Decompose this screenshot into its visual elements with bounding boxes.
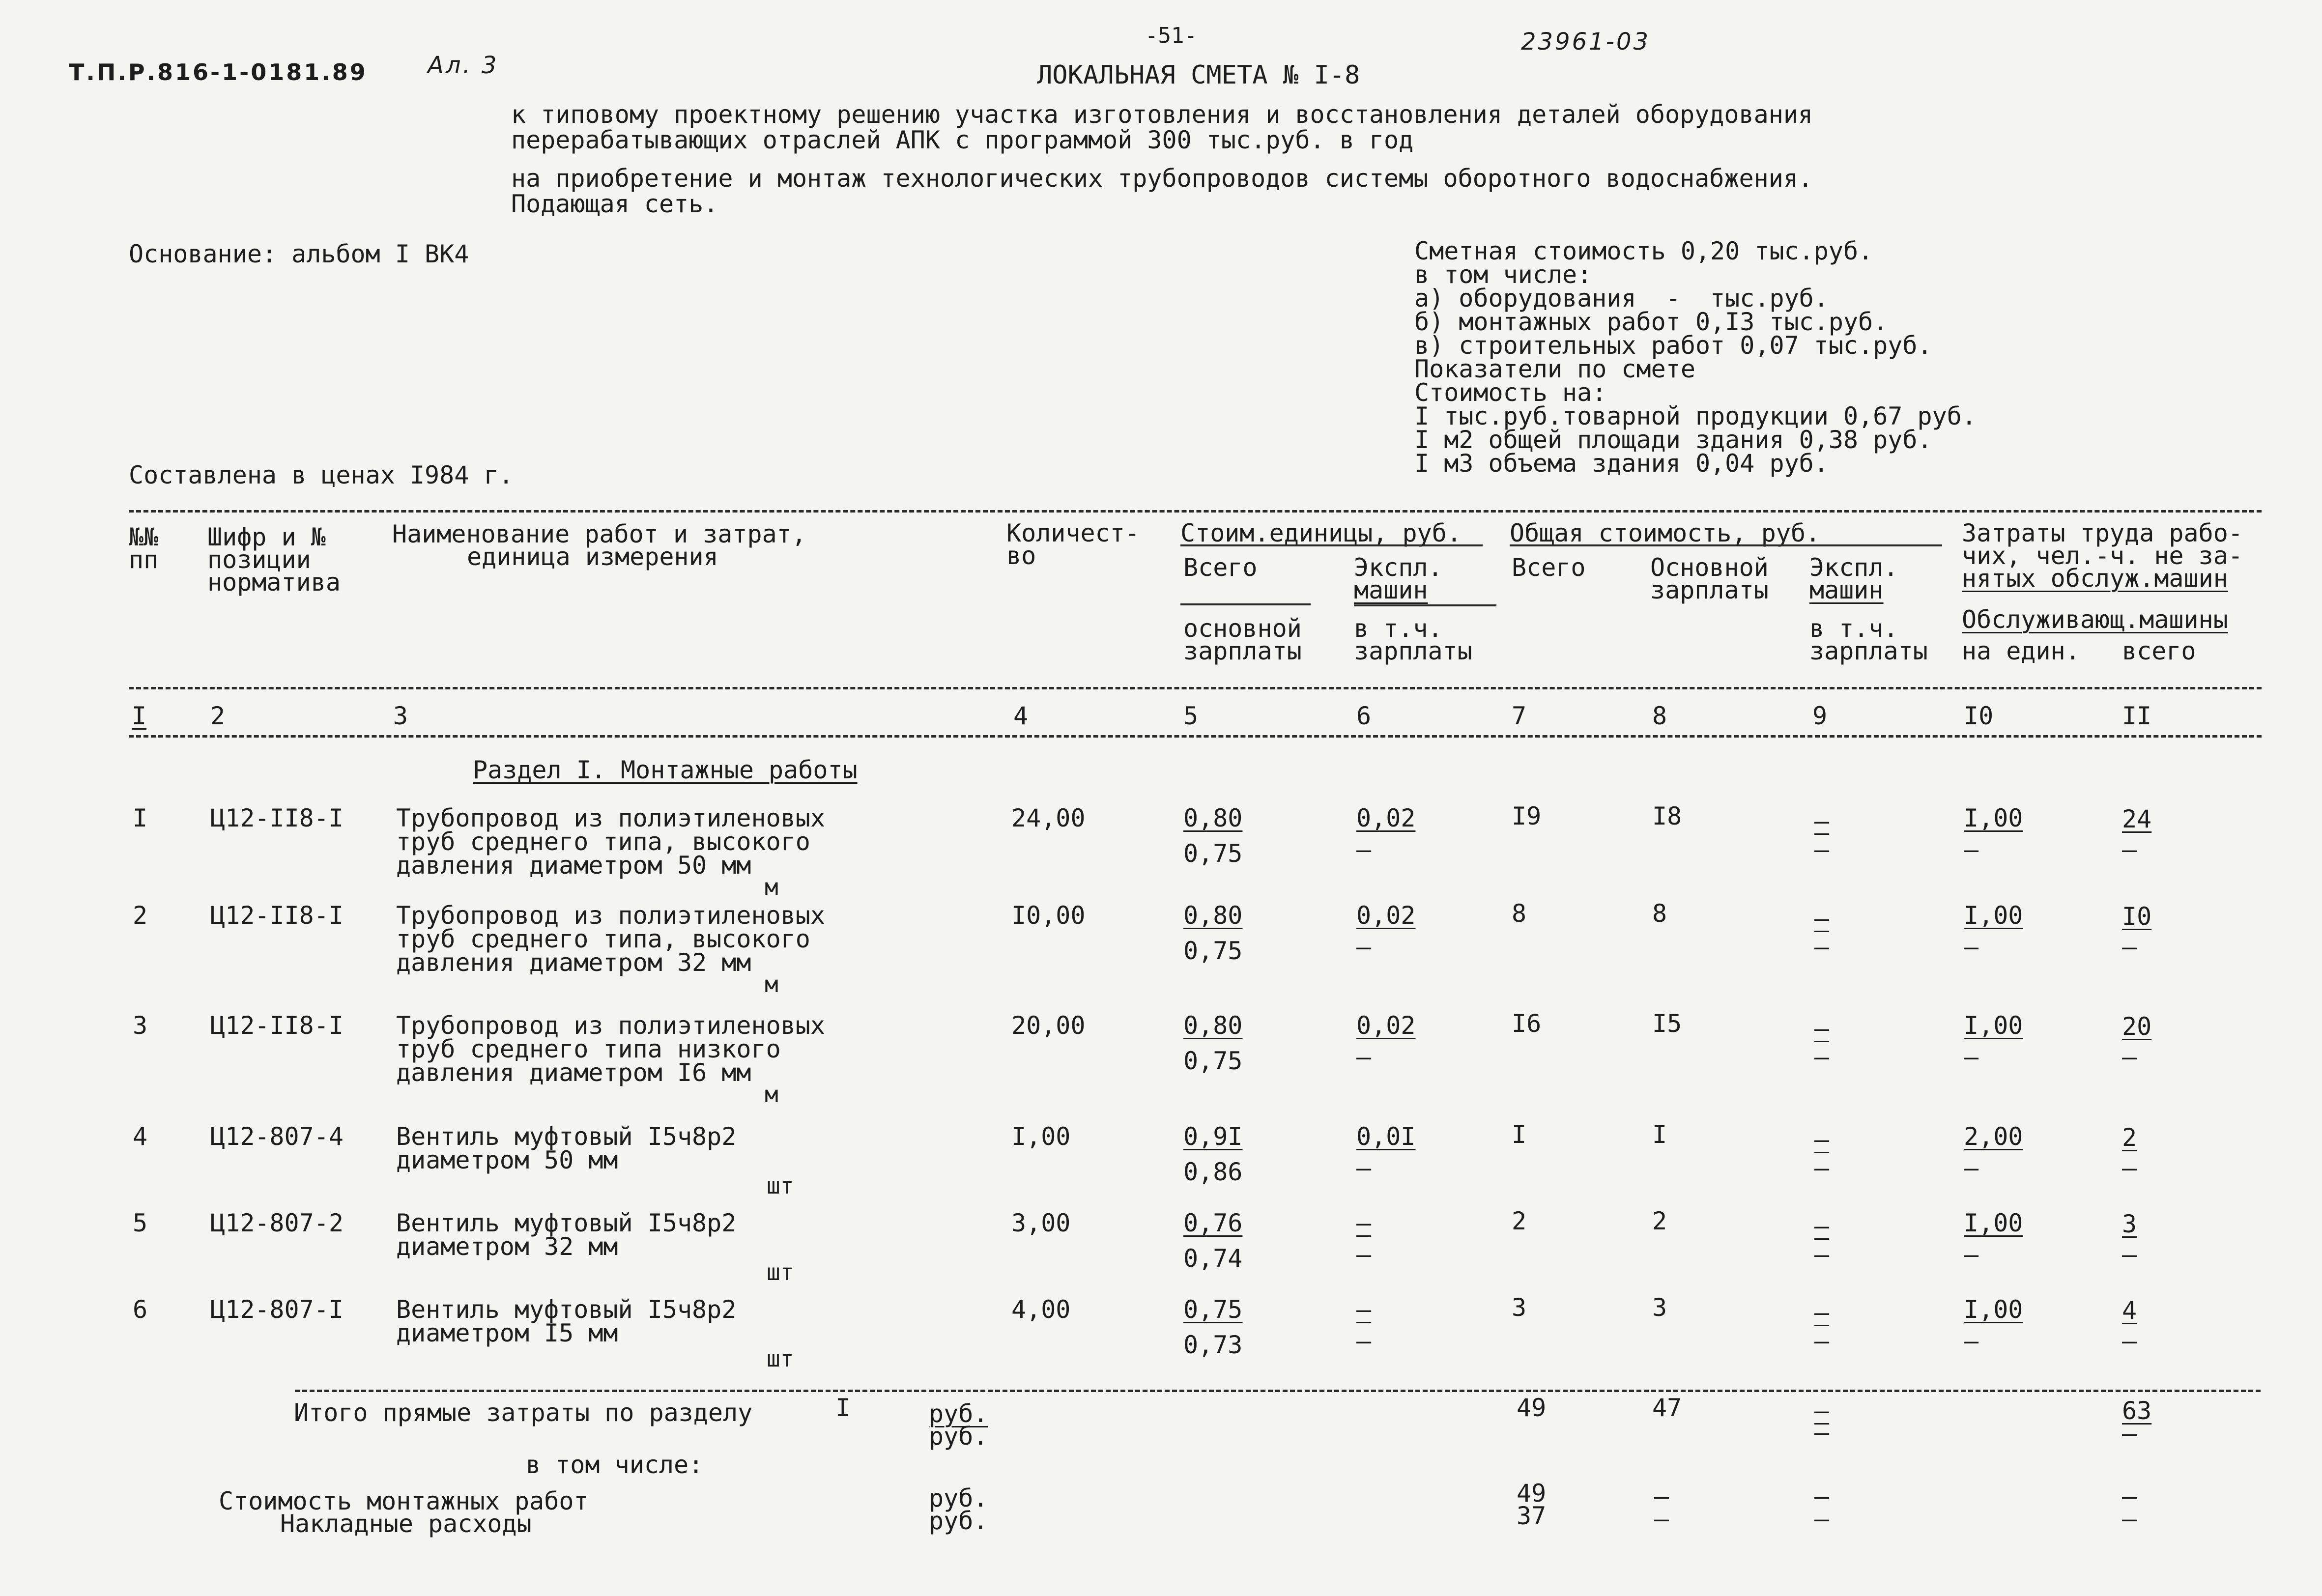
row-code: Ц12-807-2 [210, 1209, 344, 1237]
row-total-machine-wages: – [1814, 835, 1830, 864]
row-unit-machine-wages: – [1356, 933, 1372, 961]
summary-line: б) монтажных работ 0,I3 тыс.руб. [1414, 308, 1888, 336]
row-labor-total-machines: – [2122, 1327, 2137, 1355]
row-total-wages: 8 [1652, 899, 1667, 928]
header-col2: норматива [207, 568, 341, 597]
row-labor-per-unit: I,00 [1964, 804, 2023, 832]
column-number: 8 [1652, 702, 1667, 730]
row-labor-per-unit: 2,00 [1964, 1122, 2023, 1151]
album-number: Ал. 3 [428, 52, 499, 79]
row-labor-per-unit: I,00 [1964, 1011, 2023, 1040]
row-unit-machines: – [1356, 1209, 1372, 1237]
row-unit-total: 0,75 [1183, 1295, 1243, 1324]
row-quantity: 24,00 [1011, 804, 1086, 832]
header-col2: позиции [207, 545, 311, 574]
header-labor-per-unit: на един. [1962, 637, 2080, 665]
row-labor-total-machines: – [2122, 835, 2137, 864]
header-unit-machines: машин [1354, 576, 1428, 604]
row-labor-per-unit: I,00 [1964, 901, 2023, 930]
header-rule [1180, 544, 1483, 546]
column-number: 6 [1356, 702, 1372, 730]
row-name-line: труб среднего типа, высокого [396, 827, 810, 856]
page-number: -51- [1145, 23, 1197, 48]
row-total-machines: – [1814, 1212, 1830, 1240]
row-total-machine-wages: – [1814, 1327, 1830, 1355]
installation-cost-machines: – [1814, 1482, 1830, 1510]
header-col2: Шифр и № [207, 523, 326, 551]
header-labor-sub: Обслуживающ.машины [1962, 605, 2228, 634]
row-total-wages: 2 [1652, 1207, 1667, 1235]
column-number: 5 [1183, 702, 1199, 730]
row-total-machine-wages: – [1814, 1043, 1830, 1071]
column-number: 3 [393, 702, 408, 730]
header-total-cost: Общая стоимость, руб. [1510, 519, 1821, 547]
totals-labor: 63 [2122, 1396, 2152, 1425]
row-number: 3 [133, 1011, 148, 1040]
totals-machines: – [1814, 1396, 1830, 1425]
row-unit-machines: 0,02 [1356, 804, 1416, 832]
summary-line: Сметная стоимость 0,20 тыс.руб. [1414, 237, 1873, 265]
row-unit-wages: 0,75 [1183, 1047, 1243, 1075]
header-unit-wages: зарплаты [1183, 637, 1302, 665]
row-name-line: диаметром 32 мм [396, 1232, 618, 1261]
overhead-wages: – [1654, 1505, 1669, 1533]
row-name-line: диаметром I5 мм [396, 1319, 618, 1347]
row-total-cost: I6 [1512, 1009, 1542, 1038]
row-total-wages: I5 [1652, 1009, 1682, 1038]
row-name-line: Вентиль муфтовый I5ч8р2 [396, 1122, 737, 1151]
row-number: 6 [133, 1295, 148, 1324]
row-total-cost: 2 [1512, 1207, 1527, 1235]
row-unit-wages: 0,75 [1183, 839, 1243, 868]
installation-cost-labor: – [2122, 1482, 2137, 1510]
row-number: 5 [133, 1209, 148, 1237]
document-number: 23961-03 [1521, 28, 1651, 56]
overhead-label: Накладные расходы [280, 1510, 532, 1538]
row-unit-machine-wages: – [1356, 1327, 1372, 1355]
overhead-unit: руб. [929, 1507, 988, 1535]
row-total-cost: I9 [1512, 802, 1542, 830]
row-total-cost: I [1512, 1120, 1527, 1149]
totals-label: Итого прямые затраты по разделу [294, 1398, 753, 1427]
header-total-machines: машин [1809, 576, 1884, 604]
row-total-cost: 8 [1512, 899, 1527, 928]
section-title: Раздел I. Монтажные работы [473, 756, 858, 784]
row-unit-wages: 0,86 [1183, 1158, 1243, 1186]
row-labor-total: 4 [2122, 1296, 2137, 1325]
row-name-line: давления диаметром 32 мм [396, 948, 751, 977]
document-code: Т.П.Р.816-1-0181.89 [69, 59, 368, 86]
row-name-line: Вентиль муфтовый I5ч8р2 [396, 1295, 737, 1324]
row-name-line: Вентиль муфтовый I5ч8р2 [396, 1209, 737, 1237]
row-labor-per-unit: I,00 [1964, 1295, 2023, 1324]
column-number: 7 [1512, 702, 1527, 730]
header-unit-total: Всего [1183, 553, 1258, 582]
header-total-all: Всего [1512, 553, 1586, 582]
basis-text: Основание: альбом I ВК4 [129, 240, 469, 268]
header-unit-machine-wages: зарплаты [1354, 637, 1472, 665]
row-unit-machines: 0,02 [1356, 901, 1416, 930]
row-labor-per-unit: I,00 [1964, 1209, 2023, 1237]
summary-line: Стоимость на: [1414, 378, 1607, 407]
row-total-machine-wages: – [1814, 1154, 1830, 1182]
column-number: 2 [210, 702, 226, 730]
row-code: Ц12-II8-I [210, 804, 344, 832]
row-unit-machine-wages: – [1356, 1154, 1372, 1182]
row-code: Ц12-807-I [210, 1295, 344, 1324]
row-labor-total-machines: – [2122, 1240, 2137, 1269]
table-top-rule [129, 510, 2262, 513]
row-unit-wages: 0,75 [1183, 937, 1243, 965]
header-rule [1510, 544, 1942, 546]
row-unit-total: 0,80 [1183, 901, 1243, 930]
row-code: Ц12-II8-I [210, 1011, 344, 1040]
row-labor-per-unit-machines: – [1964, 1043, 1979, 1071]
column-numbers-rule [129, 735, 2262, 738]
row-quantity: 20,00 [1011, 1011, 1086, 1040]
row-name-line: Трубопровод из полиэтиленовых [396, 901, 825, 930]
row-unit-machines: 0,02 [1356, 1011, 1416, 1040]
row-unit-machine-wages: – [1356, 1240, 1372, 1269]
row-unit: м [765, 1081, 778, 1108]
prices-year-text: Составлена в ценах I984 г. [129, 461, 514, 489]
row-unit: шт [767, 1345, 794, 1372]
rows-bottom-rule [295, 1390, 2261, 1392]
summary-line: в) строительных работ 0,07 тыс.руб. [1414, 331, 1932, 360]
totals-unit: руб. [929, 1399, 988, 1428]
column-number: I [132, 702, 147, 730]
header-col3: единица измерения [467, 542, 718, 571]
row-name-line: диаметром 50 мм [396, 1146, 618, 1174]
row-total-machines: – [1814, 1014, 1830, 1043]
header-rule [1180, 603, 1311, 605]
row-number: 2 [133, 901, 148, 930]
row-labor-total: I0 [2122, 902, 2152, 931]
installation-cost-label: Стоимость монтажных работ [219, 1487, 589, 1515]
header-rule [1354, 604, 1496, 606]
row-unit-machines: – [1356, 1295, 1372, 1324]
totals-section: I [835, 1394, 851, 1422]
row-unit-machine-wages: – [1356, 835, 1372, 864]
row-code: Ц12-807-4 [210, 1122, 344, 1151]
row-total-wages: I [1652, 1120, 1667, 1149]
row-unit-machine-wages: – [1356, 1043, 1372, 1071]
row-total-cost: 3 [1512, 1293, 1527, 1322]
column-number: 9 [1812, 702, 1828, 730]
summary-line: I м2 общей площади здания 0,38 руб. [1414, 426, 1932, 454]
header-total-wages: зарплаты [1650, 576, 1769, 604]
row-quantity: I,00 [1011, 1122, 1071, 1151]
row-unit: м [765, 971, 778, 998]
row-total-machines: – [1814, 904, 1830, 933]
totals-labor: – [2122, 1419, 2137, 1448]
totals-unit: руб. [929, 1422, 988, 1451]
header-unit-machine-wages: в т.ч. [1354, 614, 1443, 643]
overhead-value: 37 [1517, 1502, 1547, 1530]
subtitle-line-2: перерабатывающих отраслей АПК с программой 300 тыс.руб. в год [511, 126, 1414, 154]
row-quantity: I0,00 [1011, 901, 1086, 930]
totals-machines: – [1814, 1418, 1830, 1447]
column-number: I0 [1964, 702, 1994, 730]
totals-total-cost: 49 [1517, 1394, 1547, 1422]
row-total-wages: I8 [1652, 802, 1682, 830]
column-number: II [2122, 702, 2152, 730]
row-number: I [133, 804, 148, 832]
row-total-machine-wages: – [1814, 1240, 1830, 1269]
row-labor-per-unit-machines: – [1964, 933, 1979, 961]
row-quantity: 4,00 [1011, 1295, 1071, 1324]
including-label: в том числе: [526, 1451, 704, 1479]
row-total-machines: – [1814, 807, 1830, 835]
row-name-line: труб среднего типа низкого [396, 1035, 781, 1063]
header-labor-total: всего [2122, 637, 2196, 665]
header-unit-cost: Стоим.единицы, руб. [1180, 519, 1462, 547]
header-col4: во [1006, 542, 1036, 570]
row-unit-total: 0,9I [1183, 1122, 1243, 1151]
row-quantity: 3,00 [1011, 1209, 1071, 1237]
summary-line: I тыс.руб.товарной продукции 0,67 руб. [1414, 402, 1977, 430]
row-unit: м [765, 874, 778, 900]
installation-cost-value: 49 [1517, 1479, 1547, 1508]
header-labor: чих, чел.-ч. не за- [1962, 542, 2243, 570]
row-name-line: давления диаметром 50 мм [396, 851, 751, 880]
row-name-line: давления диаметром I6 мм [396, 1058, 751, 1087]
summary-line: I м3 объема здания 0,04 руб. [1414, 449, 1829, 478]
header-bottom-rule [129, 687, 2262, 689]
header-total-machine-wages: в т.ч. [1809, 614, 1898, 643]
installation-cost-unit: руб. [929, 1484, 988, 1512]
summary-line: а) оборудования - тыс.руб. [1414, 284, 1829, 313]
header-col1: №№ [129, 523, 159, 551]
row-unit-wages: 0,74 [1183, 1244, 1243, 1273]
row-labor-total-machines: – [2122, 1154, 2137, 1182]
row-labor-per-unit-machines: – [1964, 1154, 1979, 1182]
header-total-wages: Основной [1650, 553, 1769, 582]
row-name-line: Трубопровод из полиэтиленовых [396, 804, 825, 832]
row-total-wages: 3 [1652, 1293, 1667, 1322]
row-name-line: Трубопровод из полиэтиленовых [396, 1011, 825, 1040]
row-labor-total: 20 [2122, 1012, 2152, 1041]
totals-wages: 47 [1652, 1394, 1682, 1422]
header-total-machines: Экспл. [1809, 553, 1898, 582]
row-total-machines: – [1814, 1125, 1830, 1154]
row-unit-total: 0,80 [1183, 1011, 1243, 1040]
header-total-machine-wages: зарплаты [1809, 637, 1928, 665]
row-number: 4 [133, 1122, 148, 1151]
row-total-machines: – [1814, 1298, 1830, 1327]
row-labor-total: 2 [2122, 1123, 2137, 1152]
row-unit-machines: 0,0I [1356, 1122, 1416, 1151]
row-labor-total-machines: – [2122, 1043, 2137, 1071]
row-unit: шт [767, 1172, 794, 1199]
document-title: ЛОКАЛЬНАЯ СМЕТА № I-8 [1037, 60, 1360, 90]
column-number: 4 [1013, 702, 1029, 730]
row-name-line: труб среднего типа, высокого [396, 925, 810, 953]
header-labor: Затраты труда рабо- [1962, 519, 2243, 547]
summary-line: в том числе: [1414, 260, 1592, 289]
row-code: Ц12-II8-I [210, 901, 344, 930]
overhead-labor: – [2122, 1505, 2137, 1533]
header-labor: нятых обслуж.машин [1962, 564, 2228, 593]
header-col4: Количест- [1006, 519, 1140, 547]
header-unit-wages: основной [1183, 614, 1302, 643]
header-unit-machines: Экспл. [1354, 553, 1443, 582]
row-unit-wages: 0,73 [1183, 1331, 1243, 1359]
row-total-machine-wages: – [1814, 933, 1830, 961]
row-labor-per-unit-machines: – [1964, 1240, 1979, 1269]
subtitle-line-1: к типовому проектному решению участка изготовления и восстановления деталей оборудования [511, 100, 1813, 129]
row-labor-total-machines: – [2122, 933, 2137, 961]
installation-cost-wages: – [1654, 1482, 1669, 1510]
purpose-line-2: Подающая сеть. [511, 190, 718, 218]
purpose-line-1: на приобретение и монтаж технологических трубопроводов системы оборотного водоснабжения. [511, 164, 1813, 193]
row-unit-total: 0,76 [1183, 1209, 1243, 1237]
row-unit: шт [767, 1259, 794, 1285]
row-labor-total: 24 [2122, 805, 2152, 833]
header-col1: пп [129, 545, 159, 574]
row-labor-per-unit-machines: – [1964, 1327, 1979, 1355]
header-col3: Наименование работ и затрат, [392, 520, 806, 548]
overhead-machines: – [1814, 1505, 1830, 1533]
row-unit-total: 0,80 [1183, 804, 1243, 832]
row-labor-total: 3 [2122, 1210, 2137, 1238]
summary-line: Показатели по смете [1414, 355, 1695, 383]
row-labor-per-unit-machines: – [1964, 835, 1979, 864]
